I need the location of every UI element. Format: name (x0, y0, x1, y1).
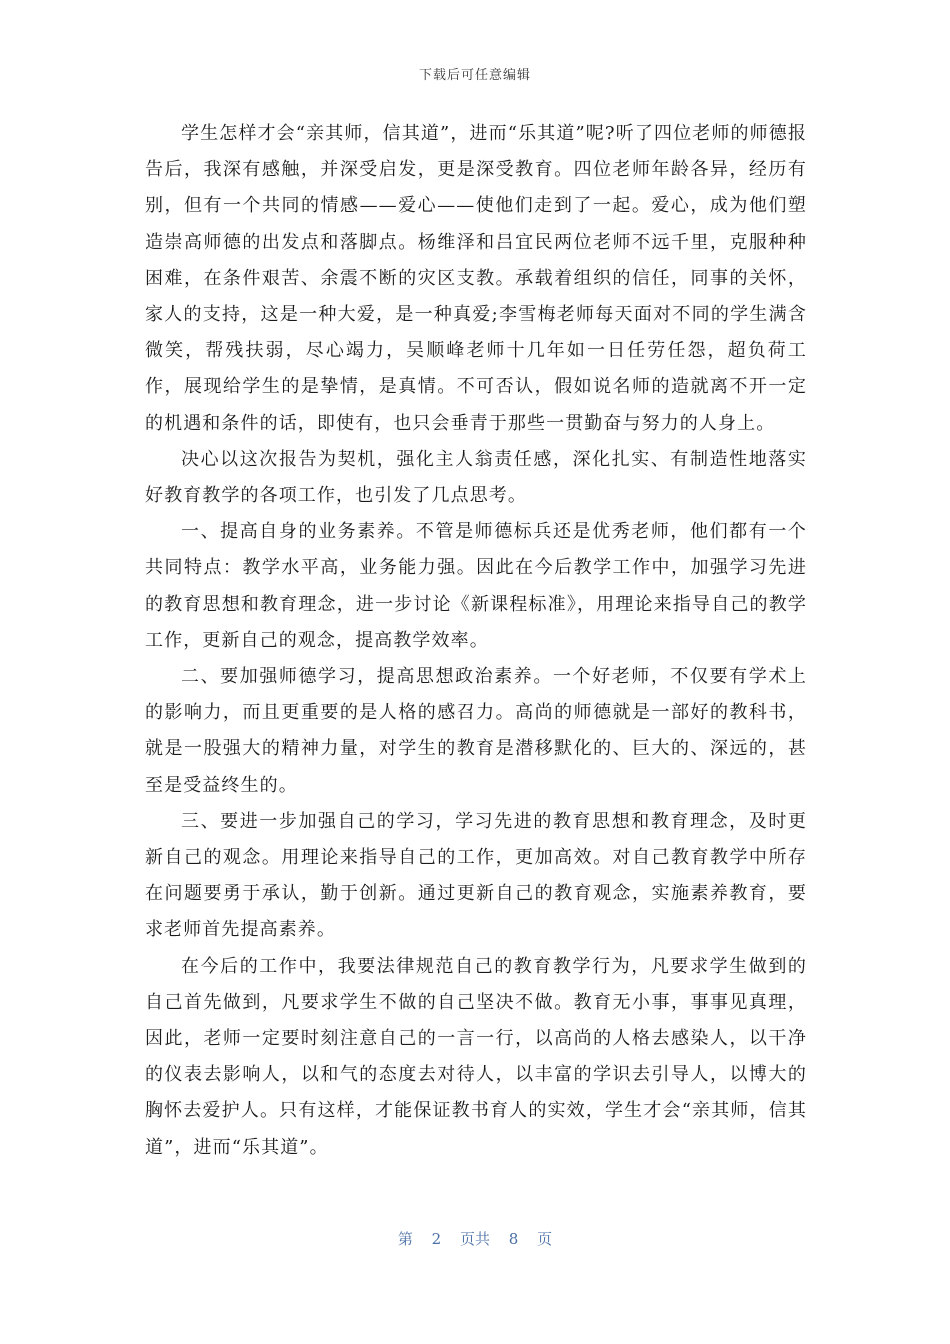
paragraph: 学生怎样才会“亲其师，信其道”，进而“乐其道”呢?听了四位老师的师德报告后，我深有感触，并深受启发，更是深受教育。四位老师年龄各异，经历有别，但有一个共同的情感——爱心——使他们走到了一起。爱心，成为他们塑造崇高师德的出发点和落脚点。杨维泽和吕宜民两位老师不远千里，克服种种困难，在条件艰苦、余震不断的灾区支教。承载着组织的信任，同事的关怀，家人的支持，这是一种大爱，是一种真爱;李雪梅老师每天面对不同的学生满含微笑，帮残扶弱，尽心竭力，吴顺峰老师十几年如一日任劳任怨，超负荷工作，展现给学生的是挚情，是真情。不可否认，假如说名师的造就离不开一定的机遇和条件的话，即使有，也只会垂青于那些一贯勤奋与努力的人身上。 (145, 123, 807, 434)
paragraph: 决心以这次报告为契机，强化主人翁责任感，深化扎实、有制造性地落实好教育教学的各项工作，也引发了几点思考。 (145, 448, 807, 507)
paragraph: 在今后的工作中，我要法律规范自己的教育教学行为，凡要求学生做到的自己首先做到，凡要求学生不做的自己坚决不做。教育无小事，事事见真理，因此，老师一定要时刻注意自己的一言一行，以高尚的人格去感染人，以干净的仪表去影响人，以和气的态度去对待人，以丰富的学识去引导人，以博大的胸怀去爱护人。只有这样，才能保证教书育人的实效，学生才会“亲其师，信其道”，进而“乐其道”。 (145, 955, 807, 1158)
footer-suffix: 页 (537, 1230, 553, 1248)
document-body (145, 116, 807, 1166)
paragraph: 二、要加强师德学习，提高思想政治素养。一个好老师，不仅要有学术上的影响力，而且更重要的是人格的感召力。高尚的师德就是一部好的教科书，就是一股强大的精神力量，对学生的教育是潜移默化的、巨大的、深远的，甚至是受益终生的。 (145, 666, 807, 796)
current-page-number: 2 (431, 1230, 442, 1248)
footer-prefix: 第 (397, 1230, 413, 1248)
footer-middle: 页共 (459, 1230, 490, 1248)
paragraph: 一、提高自身的业务素养。不管是师德标兵还是优秀老师，他们都有一个共同特点：教学水平高，业务能力强。因此在今后教学工作中，加强学习先进的教育思想和教育理念，进一步讨论《新课程标准》，用理论来指导自己的教学工作，更新自己的观念，提高教学效率。 (145, 521, 807, 651)
paragraph: 三、要进一步加强自己的学习，学习先进的教育思想和教育理念，及时更新自己的观念。用理论来指导自己的工作，更加高效。对自己教育教学中所存在问题要勇于承认，勤于创新。通过更新自己的教育观念，实施素养教育，要求老师首先提高素养。 (145, 810, 807, 941)
total-pages-number: 8 (508, 1230, 519, 1248)
page-header: 下载后可任意编辑 (418, 68, 531, 83)
page-footer (0, 1228, 950, 1249)
